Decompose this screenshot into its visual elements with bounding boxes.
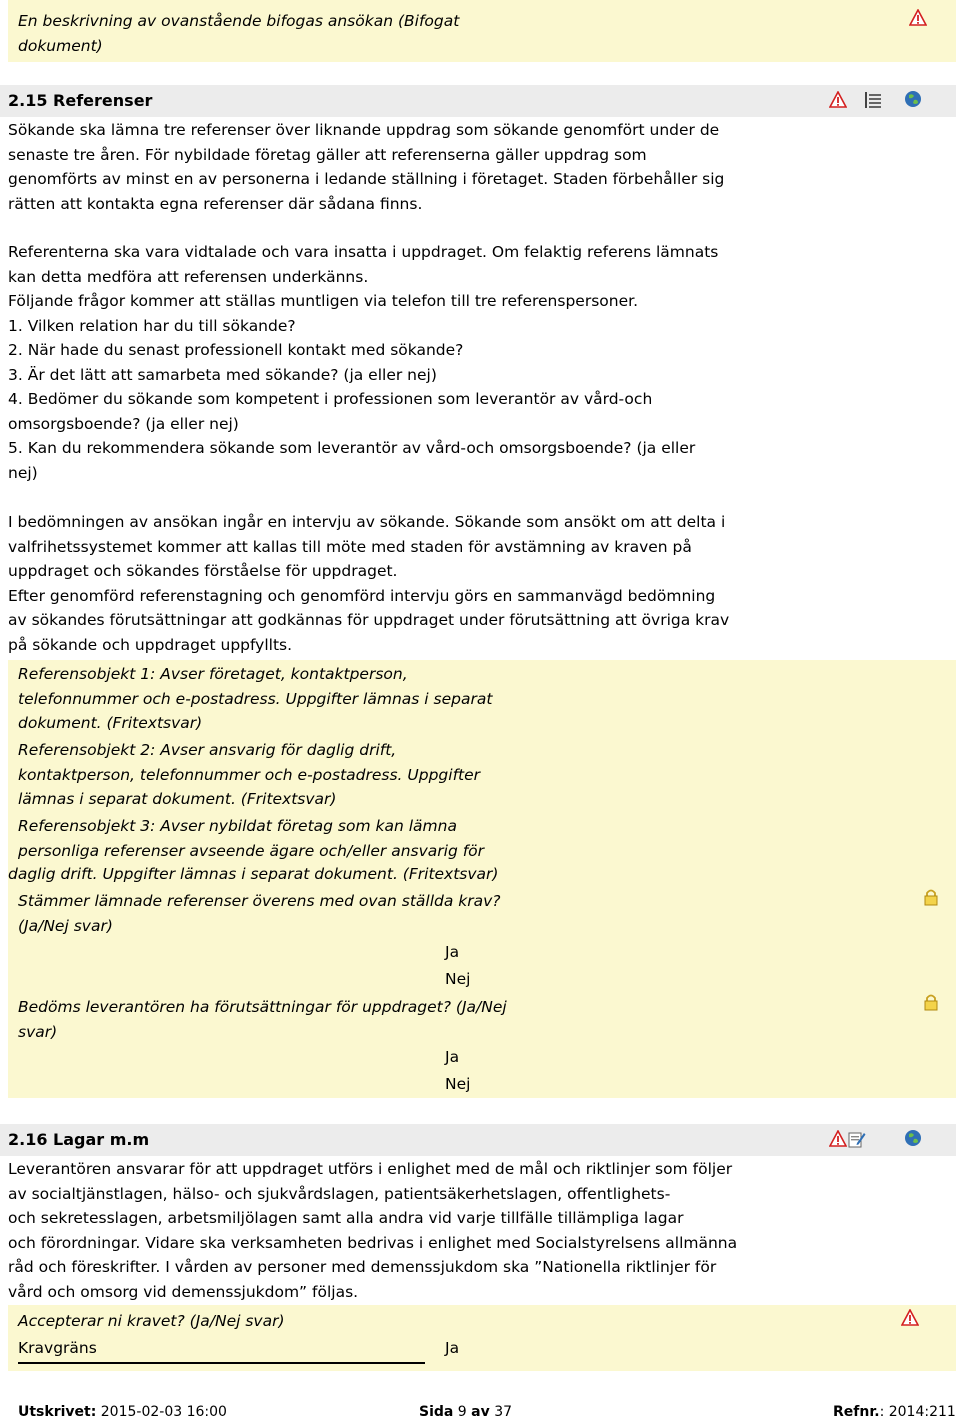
footer-ref bbox=[833, 1402, 956, 1422]
ref-label: Refnr. bbox=[833, 1404, 880, 1420]
question-2: 2. När hade du senast professionell kontakt med sökande? bbox=[8, 341, 464, 359]
question-supplier-capable: Bedöms leverantören ha förutsättningar för uppdraget? (Ja/Nej svar) bbox=[18, 998, 507, 1041]
section-215-header bbox=[0, 85, 956, 117]
top-answer-box bbox=[8, 0, 956, 62]
ref-value: : 2014:211 bbox=[879, 1404, 956, 1420]
option-nej[interactable]: Nej bbox=[445, 1075, 471, 1093]
section-216-para: Leverantören ansvarar för att uppdraget utförs i enlighet med de mål och riktlinjer som följer av socialtjänstlagen, hälso- och sjukvårdslagen, patientsäkerhetslagen, offentlighets- och sekretesslagen, arbetsmiljölagen samt alla andra vid varje tillfälle tillämpliga lagar och förordningar. Vidare ska verksamheten bedrivas i enlighet med Socialstyrelsens allmänna råd och föreskrifter. I vården av personer med demenssjukdom ska ”Nationella riktlinjer för vård och omsorg vid demenssjukdom” följas. bbox=[8, 1160, 738, 1301]
accept-question: Accepterar ni kravet? (Ja/Nej svar) bbox=[18, 1312, 285, 1330]
reference-object-1: Referensobjekt 1: Avser företaget, kontaktperson, telefonnummer och e-postadress. Uppgifter lämnas i separat dokument. (Fritextsvar) bbox=[18, 665, 493, 732]
globe-icon[interactable] bbox=[904, 1129, 922, 1147]
printed-value: 2015-02-03 16:00 bbox=[96, 1404, 227, 1420]
question-4: 4. Bedömer du sökande som kompetent i professionen som leverantör av vård-och omsorgsboende? (ja eller nej) bbox=[8, 390, 653, 433]
accept-box bbox=[8, 1305, 956, 1371]
section-216-header bbox=[0, 1124, 956, 1156]
requirement-limit-value: Ja bbox=[445, 1339, 460, 1357]
lock-icon[interactable] bbox=[922, 888, 940, 906]
lock-icon[interactable] bbox=[922, 993, 940, 1011]
question-5: 5. Kan du rekommendera sökande som leverantör av vård-och omsorgsboende? (ja eller nej) bbox=[8, 439, 696, 482]
option-ja[interactable]: Ja bbox=[445, 1048, 460, 1066]
reference-object-3: Referensobjekt 3: Avser nybildat företag som kan lämna personliga referenser avseende ägare och/eller ansvarig för bbox=[18, 817, 485, 860]
warning-icon[interactable] bbox=[901, 1309, 919, 1327]
section-216-heading: 2.16 Lagar m.m bbox=[8, 1130, 150, 1149]
list-icon[interactable] bbox=[864, 91, 882, 109]
page-of: av bbox=[471, 1404, 490, 1420]
reference-object-3-cont: daglig drift. Uppgifter lämnas i separat dokument. (Fritextsvar) bbox=[8, 865, 499, 883]
warning-icon[interactable] bbox=[829, 91, 847, 109]
reference-box bbox=[8, 660, 956, 1098]
warning-icon[interactable] bbox=[829, 1130, 847, 1148]
footer-printed bbox=[18, 1402, 227, 1422]
requirement-limit-underline bbox=[18, 1362, 425, 1364]
section-215-heading: 2.15 Referenser bbox=[8, 91, 153, 110]
page-total: 37 bbox=[489, 1404, 513, 1420]
question-1: 1. Vilken relation har du till sökande? bbox=[8, 317, 296, 335]
top-box-text: En beskrivning av ovanstående bifogas ansökan (Bifogat dokument) bbox=[18, 12, 460, 55]
section-215-para1: Sökande ska lämna tre referenser över liknande uppdrag som sökande genomfört under de senaste tre åren. För nybildade företag gäller att referenserna gäller uppdrag som genomförts av minst en av personerna i ledande ställning i företaget. Staden förbehåller sig rätten att kontakta egna referenser där sådana finns. bbox=[8, 121, 725, 213]
requirement-limit-label: Kravgräns bbox=[18, 1339, 97, 1357]
globe-icon[interactable] bbox=[904, 90, 922, 108]
section-215-para2: Referenterna ska vara vidtalade och vara insatta i uppdraget. Om felaktig referens lämnats kan detta medföra att referensen underkänns. bbox=[8, 243, 719, 286]
question-intro: Följande frågor kommer att ställas muntligen via telefon till tre referenspersoner. bbox=[8, 292, 638, 310]
page-label: Sida bbox=[419, 1404, 454, 1420]
edit-icon[interactable] bbox=[848, 1130, 866, 1148]
warning-icon[interactable] bbox=[909, 9, 927, 27]
page-number: 9 bbox=[453, 1404, 472, 1420]
printed-label: Utskrivet: bbox=[18, 1404, 97, 1420]
footer-page bbox=[419, 1402, 512, 1422]
question-references-match: Stämmer lämnade referenser överens med ovan ställda krav? (Ja/Nej svar) bbox=[18, 892, 501, 935]
section-215-para3: I bedömningen av ansökan ingår en intervju av sökande. Sökande som ansökt om att delta i valfrihetssystemet kommer att kallas till möte med staden för avstämning av kraven på uppdraget och sökandes förståelse för uppdraget. Efter genomförd referenstagning och genomförd intervju görs en sammanvägd bedömning av sökandes förutsättningar att godkännas för uppdraget under förutsättning att övriga krav på sökande och uppdraget uppfyllts. bbox=[8, 513, 730, 654]
option-nej[interactable]: Nej bbox=[445, 970, 471, 988]
question-3: 3. Är det lätt att samarbeta med sökande? (ja eller nej) bbox=[8, 366, 437, 384]
option-ja[interactable]: Ja bbox=[445, 943, 460, 961]
reference-object-2: Referensobjekt 2: Avser ansvarig för daglig drift, kontaktperson, telefonnummer och e-postadress. Uppgifter lämnas i separat dokument. (Fritextsvar) bbox=[18, 741, 481, 808]
